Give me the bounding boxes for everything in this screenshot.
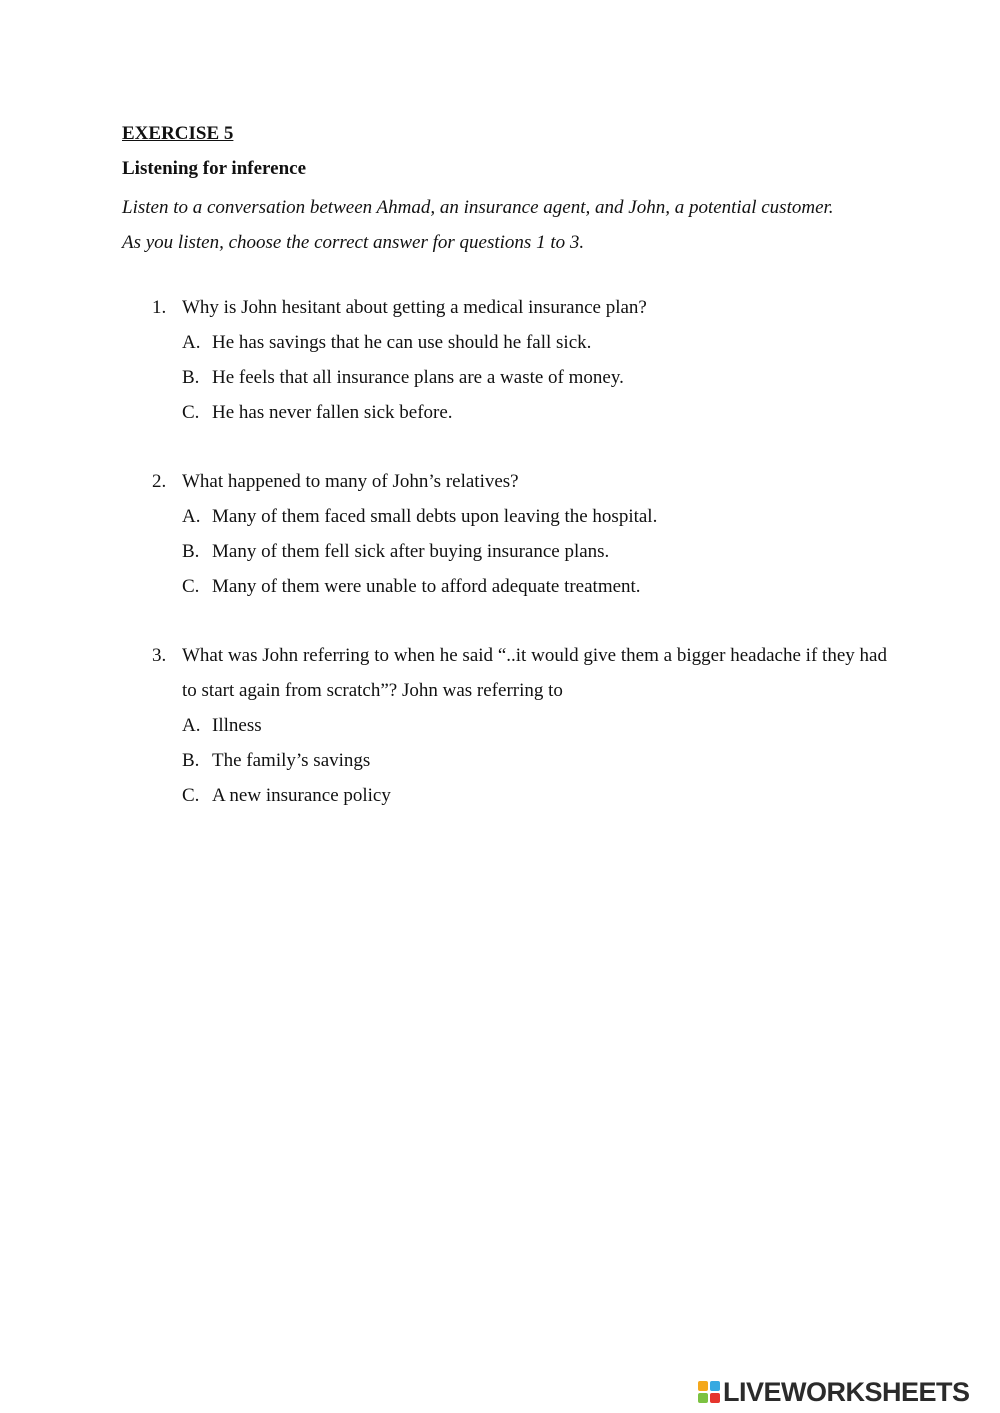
- option-text: He feels that all insurance plans are a waste of money.: [212, 367, 624, 388]
- question-2: [152, 464, 887, 604]
- instruction-line: Listen to a conversation between Ahmad, an insurance agent, and John, a potential customer.: [122, 197, 834, 218]
- option-letter: A.: [182, 332, 201, 353]
- option-letter: A.: [182, 506, 201, 527]
- logo-block: [710, 1381, 720, 1391]
- option-letter: B.: [182, 541, 200, 562]
- logo-text: LIVEWORKSHEETS: [723, 1377, 970, 1407]
- answer-option-a[interactable]: [152, 499, 887, 534]
- option-text: He has never fallen sick before.: [212, 402, 453, 423]
- question-number: 3.: [152, 645, 167, 666]
- answer-option-a[interactable]: [152, 708, 887, 743]
- logo-block: [710, 1393, 720, 1403]
- option-text: Illness: [212, 715, 262, 736]
- answer-option-b[interactable]: [152, 360, 887, 395]
- question-3: [152, 638, 887, 813]
- question-text: What happened to many of John’s relatives?: [182, 471, 519, 492]
- option-text: The family’s savings: [212, 750, 371, 771]
- question-text: What was John referring to when he said “..it would give them a bigger headache if they had to start again from scratch”? John was referring to: [182, 645, 887, 701]
- option-text: He has savings that he can use should he fall sick.: [212, 332, 592, 353]
- option-letter: C.: [182, 402, 200, 423]
- liveworksheets-logo[interactable]: [698, 1375, 970, 1409]
- answer-option-b[interactable]: [152, 534, 887, 569]
- exercise-title: EXERCISE 5: [122, 123, 234, 144]
- question-number: 2.: [152, 471, 167, 492]
- question-number: 1.: [152, 297, 167, 318]
- option-text: Many of them were unable to afford adequate treatment.: [212, 576, 641, 597]
- answer-option-c[interactable]: [152, 778, 887, 813]
- option-text: Many of them fell sick after buying insurance plans.: [212, 541, 610, 562]
- answer-option-b[interactable]: [152, 743, 887, 778]
- option-letter: C.: [182, 576, 200, 597]
- exercise-instructions: [122, 190, 892, 260]
- option-text: A new insurance policy: [212, 785, 391, 806]
- logo-blocks-icon: [698, 1381, 720, 1403]
- logo-block: [698, 1381, 708, 1391]
- option-letter: B.: [182, 750, 200, 771]
- question-1: [152, 290, 887, 430]
- answer-option-c[interactable]: [152, 395, 887, 430]
- option-letter: B.: [182, 367, 200, 388]
- instruction-line: As you listen, choose the correct answer for questions 1 to 3.: [122, 232, 585, 253]
- option-text: Many of them faced small debts upon leaving the hospital.: [212, 506, 658, 527]
- exercise-subtitle: Listening for inference: [122, 158, 306, 179]
- logo-block: [698, 1393, 708, 1403]
- option-letter: C.: [182, 785, 200, 806]
- option-letter: A.: [182, 715, 201, 736]
- answer-option-a[interactable]: [152, 325, 887, 360]
- answer-option-c[interactable]: [152, 569, 887, 604]
- question-text: Why is John hesitant about getting a medical insurance plan?: [182, 297, 647, 318]
